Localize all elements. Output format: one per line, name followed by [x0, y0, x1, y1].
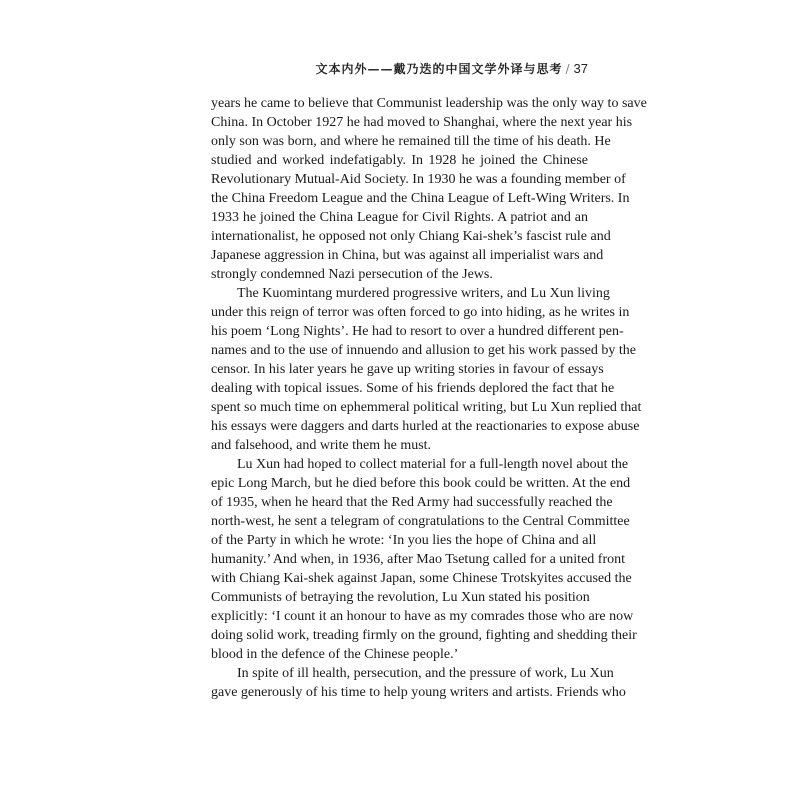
text-line: with Chiang Kai-shek against Japan, some Chinese Trotskyites accused the	[211, 571, 632, 586]
text-line: of the Party in which he wrote: ‘In you lies the hope of China and all	[211, 533, 597, 548]
text-line: internationalist, he opposed not only Chiang Kai-shek’s fascist rule and	[211, 229, 611, 244]
paragraph	[211, 455, 637, 664]
text-line: of 1935, when he heard that the Red Army had successfully reached the	[211, 495, 613, 510]
running-header	[315, 60, 588, 77]
text-line: epic Long March, but he died before this book could be written. At the end	[211, 476, 631, 491]
text-line: doing solid work, treading firmly on the ground, fighting and shedding their	[211, 628, 637, 643]
text-line: years he came to believe that Communist leadership was the only way to save	[211, 96, 647, 111]
paragraph	[211, 664, 626, 702]
paragraph	[211, 284, 642, 455]
text-line: strongly condemned Nazi persecution of the Jews.	[211, 267, 493, 282]
header-separator: /	[565, 62, 571, 76]
body-text	[211, 94, 647, 702]
text-line: north-west, he sent a telegram of congratulations to the Central Committee	[211, 514, 630, 529]
text-line: under this reign of terror was often forced to go into hiding, as he writes in	[211, 305, 630, 320]
page-number: 37	[573, 61, 588, 76]
text-line: In spite of ill health, persecution, and the pressure of work, Lu Xun	[237, 666, 614, 681]
text-line: studied and worked indefatigably. In 1928 he joined the Chinese	[211, 153, 588, 168]
text-line: Communists of betraying the revolution, Lu Xun stated his position	[211, 590, 590, 605]
text-line: the China Freedom League and the China League of Left-Wing Writers. In	[211, 191, 630, 206]
text-line: his poem ‘Long Nights’. He had to resort to over a hundred different pen-	[211, 324, 624, 339]
text-line: 1933 he joined the China League for Civil Rights. A patriot and an	[211, 210, 588, 225]
text-line: China. In October 1927 he had moved to Shanghai, where the next year his	[211, 115, 633, 130]
text-line: spent so much time on ephemmeral political writing, but Lu Xun replied that	[211, 400, 642, 415]
text-line: The Kuomintang murdered progressive writers, and Lu Xun living	[237, 286, 610, 301]
text-line: censor. In his later years he gave up writing stories in favour of essays	[211, 362, 604, 377]
text-line: dealing with topical issues. Some of his friends deplored the fact that he	[211, 381, 615, 396]
text-line: his essays were daggers and darts hurled at the reactionaries to expose abuse	[211, 419, 640, 434]
text-line: names and to the use of innuendo and allusion to get his work passed by the	[211, 343, 636, 358]
text-line: blood in the defence of the Chinese people.’	[211, 647, 459, 662]
paragraph	[211, 94, 647, 284]
text-line: explicitly: ‘I count it an honour to have as my comrades those who are now	[211, 609, 634, 624]
text-line: only son was born, and where he remained till the time of his death. He	[211, 134, 611, 149]
text-line: Japanese aggression in China, but was against all imperialist wars and	[211, 248, 604, 263]
running-title: 文本内外——戴乃迭的中国文学外译与思考	[315, 62, 563, 76]
text-line: and falsehood, and write them he must.	[211, 438, 432, 453]
text-line: humanity.’ And when, in 1936, after Mao Tsetung called for a united front	[211, 552, 625, 567]
text-line: gave generously of his time to help young writers and artists. Friends who	[211, 685, 626, 700]
text-line: Lu Xun had hoped to collect material for a full-length novel about the	[237, 457, 629, 472]
text-line: Revolutionary Mutual-Aid Society. In 1930 he was a founding member of	[211, 172, 626, 187]
